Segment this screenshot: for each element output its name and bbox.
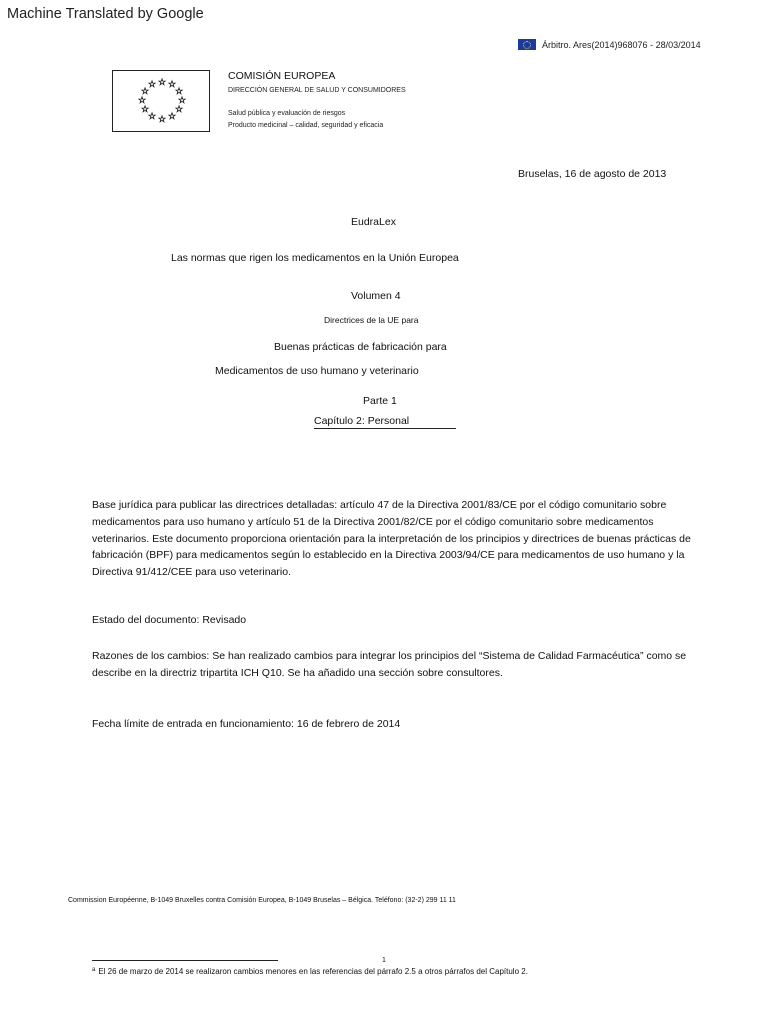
eudralex-heading: EudraLex: [351, 216, 396, 228]
svg-text:☆: ☆: [174, 87, 184, 97]
chapter-heading: Capítulo 2: Personal: [314, 415, 410, 427]
svg-text:☆: ☆: [140, 105, 150, 115]
svg-text:☆: ☆: [147, 80, 157, 90]
document-status: Estado del documento: Revisado: [92, 614, 247, 626]
medicinal-products-heading: Medicamentos de uso humano y veterinario: [215, 365, 419, 377]
eu-stars-icon: [113, 71, 211, 133]
unit-line-1: Salud pública y evaluación de riesgos: [228, 110, 346, 117]
machine-translation-banner: Machine Translated by Google: [7, 6, 204, 22]
directorate-general: DIRECCIÓN GENERAL DE SALUD Y CONSUMIDORES: [228, 87, 406, 94]
svg-text:☆: ☆: [147, 112, 157, 122]
svg-text:☆: ☆: [167, 112, 177, 122]
footnote-text: El 26 de marzo de 2014 se realizaron cambios menores en las referencias del párrafo 2.5 a otros párrafos del Capítulo 2.: [98, 967, 528, 976]
eu-emblem-logo: [112, 70, 210, 132]
chapter-underline: [314, 428, 456, 429]
document-date: Bruselas, 16 de agosto de 2013: [518, 168, 667, 180]
eu-flag-icon: [518, 39, 536, 50]
svg-text:☆: ☆: [137, 96, 147, 106]
svg-text:☆: ☆: [157, 78, 167, 88]
gmp-heading: Buenas prácticas de fabricación para: [274, 341, 447, 353]
guidelines-heading: Directrices de la UE para: [324, 315, 419, 325]
footnote: [92, 967, 528, 976]
registry-reference: Árbitro. Ares(2014)968076 - 28/03/2014: [542, 39, 701, 50]
part-heading: Parte 1: [363, 395, 397, 407]
reasons-for-changes: Razones de los cambios: Se han realizado cambios para integrar los principios del “Sistema de Calidad Farmacéutica” como se describe en la directriz tripartita ICH Q10. Se ha añadido una sección sobre consultores.: [92, 650, 687, 679]
svg-text:☆: ☆: [157, 115, 167, 125]
svg-text:☆: ☆: [140, 87, 150, 97]
footnote-marker: a: [92, 967, 96, 973]
rules-title: Las normas que rigen los medicamentos en la Unión Europea: [171, 252, 459, 264]
volume-heading: Volumen 4: [351, 290, 401, 302]
svg-text:☆: ☆: [174, 105, 184, 115]
svg-text:☆: ☆: [177, 96, 187, 106]
footer-address: Commission Européenne, B-1049 Bruxelles contra Comisión Europea, B-1049 Bruselas – Bélgica. Teléfono: (32-2) 299 11 11: [68, 897, 456, 904]
registry-stamp: [518, 39, 701, 50]
svg-text:☆: ☆: [167, 80, 177, 90]
unit-line-2: Producto medicinal – calidad, seguridad y eficacia: [228, 122, 384, 129]
operational-deadline: Fecha límite de entrada en funcionamiento: 16 de febrero de 2014: [92, 718, 401, 730]
legal-basis-paragraph: Base jurídica para publicar las directrices detalladas: artículo 47 de la Directiva 2001/83/CE por el código comunitario sobre medicamentos para uso humano y artículo 51 de la Directiva 2001/82/CE por el código comunitario sobre medicamentos veterinarios. Este documento proporciona orientación para la interpretación de los principios y directrices de buenas prácticas de fabricación (BPF) para medicamentos según lo establecido en la Directiva 2003/94/CE para medicamentos de uso humano y la Directiva 91/412/CEE para uso veterinario.: [92, 499, 691, 579]
page-number: 1: [382, 957, 386, 964]
organization-name: COMISIÓN EUROPEA: [228, 70, 336, 82]
